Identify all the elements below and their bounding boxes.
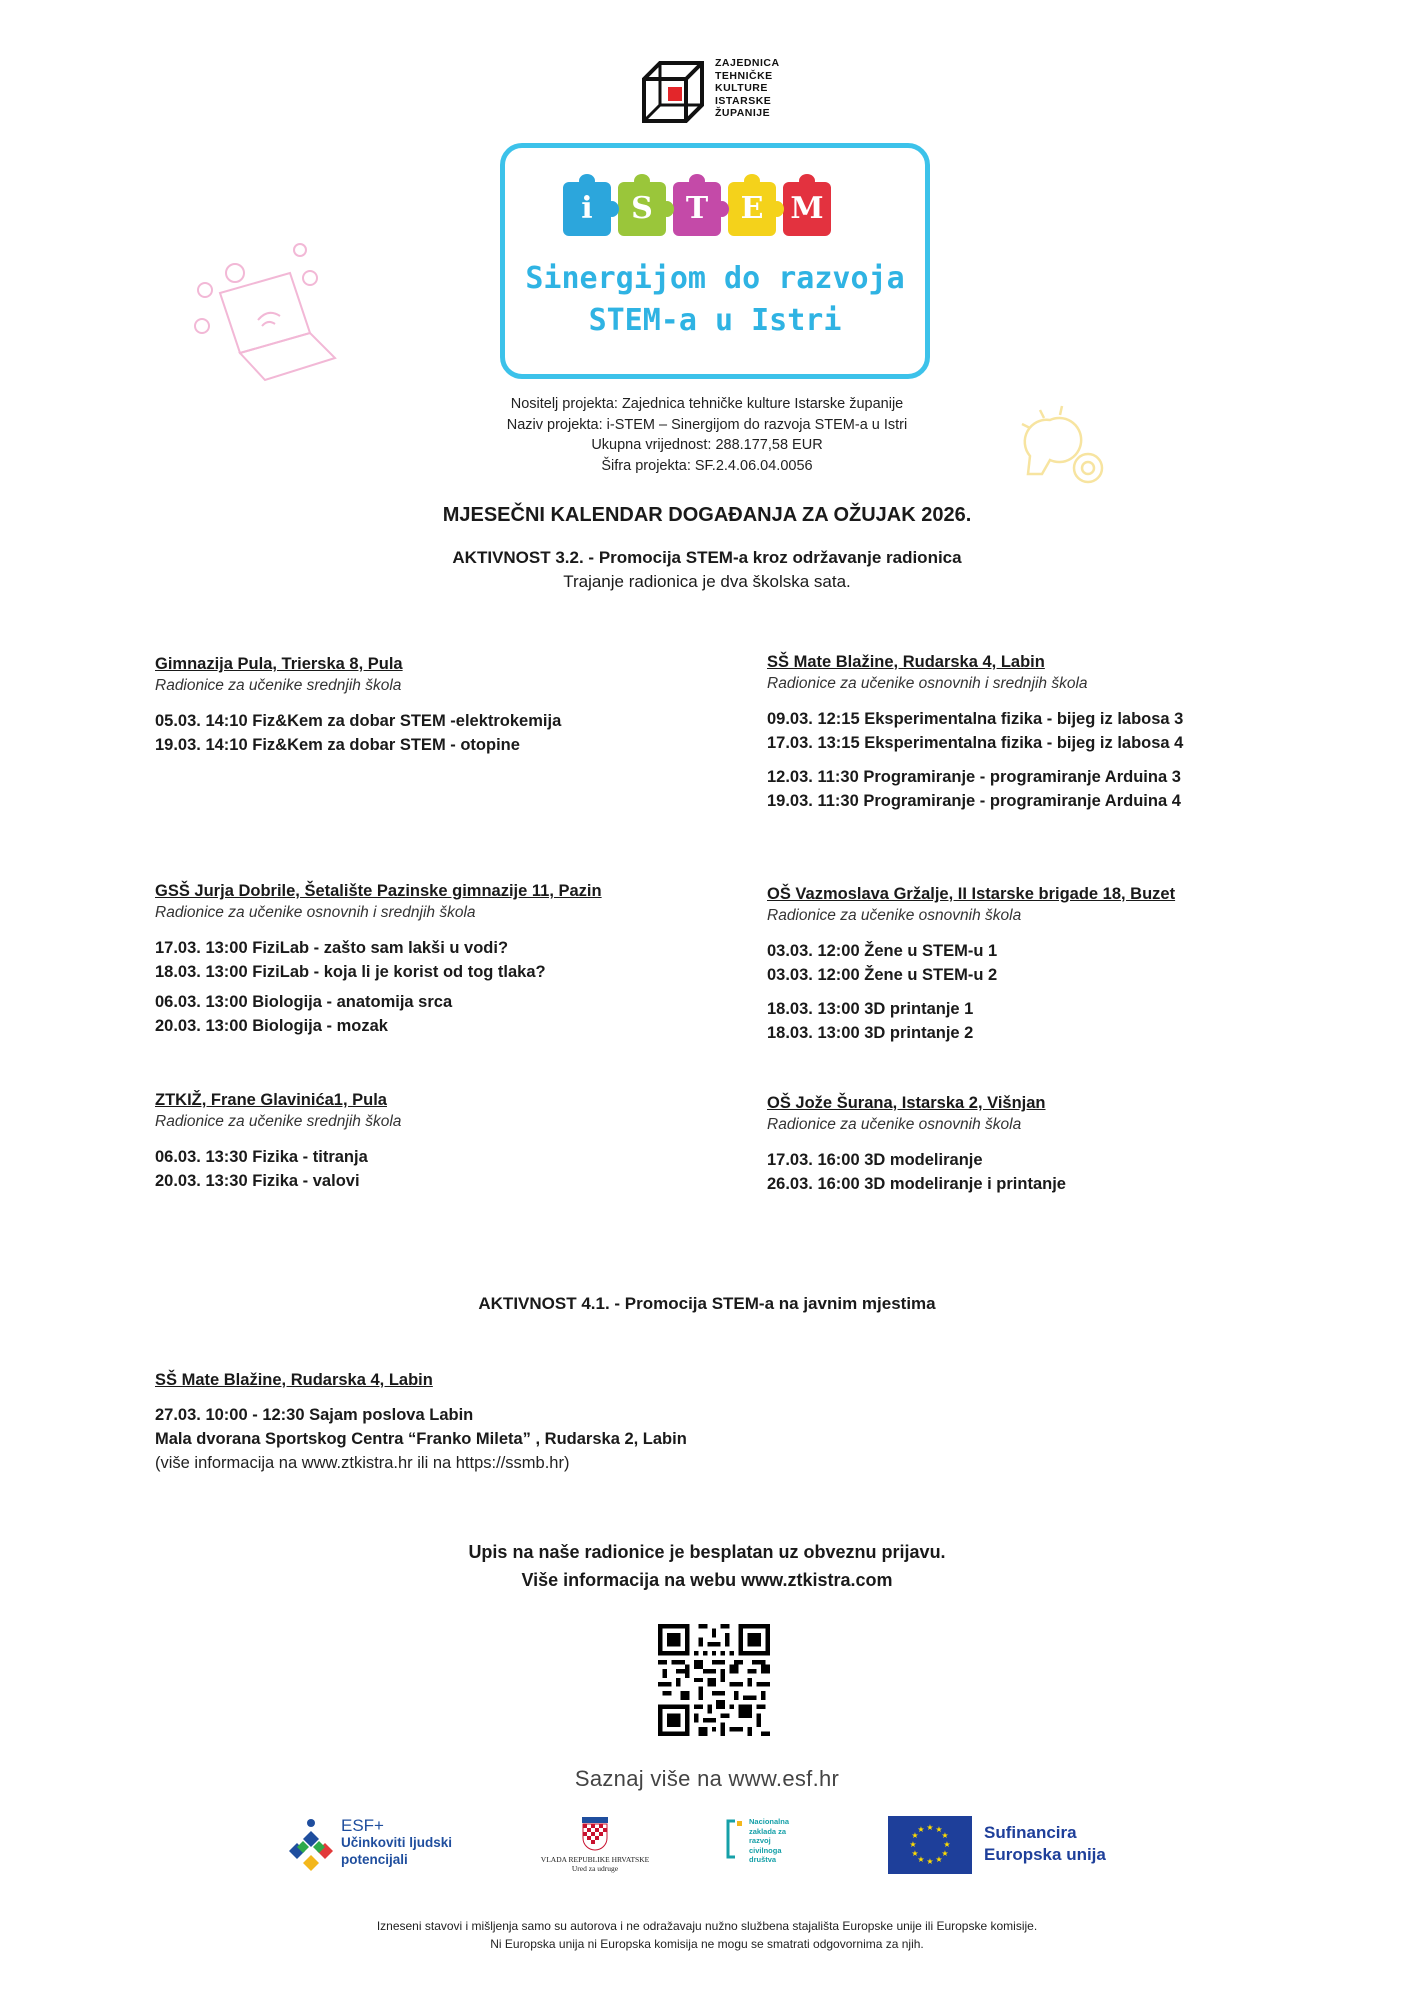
venue-ss-labin	[767, 651, 1183, 813]
event-item: 27.03. 10:00 - 12:30 Sajam poslova Labin	[155, 1406, 474, 1424]
event-item: 17.03. 13:00 FiziLab - zašto sam lakši u vodi?	[155, 939, 509, 957]
project-holder: Nositelj projekta: Zajednica tehničke kulture Istarske županije	[510, 396, 904, 412]
event-item: 20.03. 13:00 Biologija - mozak	[155, 1017, 388, 1035]
venue-os-visnjan	[767, 1092, 1066, 1196]
event-item: 18.03. 13:00 FiziLab - koja li je korist od tog tlaka?	[155, 963, 546, 981]
esf-text	[341, 1817, 452, 1868]
event-item: 20.03. 13:30 Fizika - valovi	[155, 1172, 360, 1190]
cube-icon	[640, 59, 706, 125]
puzzle-piece-m: M	[783, 182, 831, 236]
event-item: 03.03. 12:00 Žene u STEM-u 2	[767, 966, 998, 984]
svg-text:★: ★	[909, 1840, 917, 1849]
org-name-line: KULTURE	[715, 82, 768, 94]
venue-description: Radionice za učenike osnovnih i srednjih škola	[767, 675, 1088, 692]
svg-text:★: ★	[941, 1831, 949, 1840]
venue-gimnazija-pula	[155, 653, 561, 757]
venue-description: Radionice za učenike osnovnih i srednjih škola	[155, 904, 476, 921]
org-name-line: ŽUPANIJE	[715, 107, 771, 119]
slogan-line-1: Sinergijom do razvoja	[525, 261, 905, 296]
croatian-coat-of-arms-icon	[582, 1817, 608, 1851]
event-item: 06.03. 13:00 Biologija - anatomija srca	[155, 993, 453, 1011]
org-name-line: ISTARSKE	[715, 94, 772, 107]
event-item: 12.03. 11:30 Programiranje - programiranje Arduina 3	[767, 768, 1181, 786]
venue-os-buzet	[767, 883, 1175, 1045]
venue-name: ZTKIŽ, Frane Glavinića1, Pula	[155, 1091, 387, 1109]
svg-text:★: ★	[941, 1849, 949, 1858]
qr-code[interactable]	[658, 1624, 770, 1736]
eu-line-1: Sufinancira	[984, 1823, 1077, 1842]
project-info	[407, 394, 1007, 476]
svg-text:★: ★	[917, 1825, 925, 1834]
signup-line-1: Upis na naše radionice je besplatan uz obveznu prijavu.	[468, 1542, 946, 1562]
svg-text:★: ★	[911, 1849, 919, 1858]
svg-text:★: ★	[911, 1831, 919, 1840]
project-code: Šifra projekta: SF.2.4.06.04.0056	[601, 457, 813, 474]
svg-text:★: ★	[926, 1823, 934, 1832]
esf-line-1: Učinkoviti ljudski	[341, 1835, 453, 1850]
event-item: 18.03. 13:00 3D printanje 1	[767, 1000, 974, 1018]
bracket-icon	[725, 1819, 747, 1859]
lightbulb-gear-icon	[1010, 400, 1120, 510]
laptop-doodle-icon	[180, 238, 340, 388]
esf-flower-icon	[283, 1817, 339, 1873]
eu-flag-icon	[888, 1816, 972, 1874]
puzzle-piece-i: i	[563, 182, 611, 236]
signup-line-2: Više informacija na webu www.ztkistra.com	[521, 1570, 893, 1590]
vlada-text	[535, 1855, 655, 1873]
signup-note	[307, 1538, 1107, 1594]
venue-name: GSŠ Jurja Dobrile, Šetalište Pazinske gimnazije 11, Pazin	[155, 882, 602, 900]
zaklada-line: civilnoga	[749, 1845, 782, 1855]
puzzle-piece-s: S	[618, 182, 666, 236]
venue-gss-pazin	[155, 880, 602, 1038]
zaklada-line: zaklada za	[749, 1826, 787, 1836]
esf-plus-logo	[283, 1815, 483, 1875]
project-name: Naziv projekta: i-STEM – Sinergijom do razvoja STEM-a u Istri	[506, 416, 908, 433]
venue-name: OŠ Vazmoslava Gržalje, II Istarske brigade 18, Buzet	[767, 885, 1176, 903]
event-item: 18.03. 13:00 3D printanje 2	[767, 1024, 974, 1042]
slogan-line-2: STEM-a u Istri	[588, 303, 842, 338]
venue-ss-labin-activity-41	[155, 1369, 687, 1475]
event-item: 17.03. 13:15 Eksperimentalna fizika - bijeg iz labosa 4	[767, 734, 1184, 752]
zaklada-line: razvoj	[749, 1836, 771, 1845]
esf-line-2: potencijali	[341, 1852, 408, 1867]
svg-text:★: ★	[935, 1825, 943, 1834]
activity-41-title: AKTIVNOST 4.1. - Promocija STEM-a na javnim mjestima	[478, 1294, 936, 1313]
nzrcd-logo	[725, 1815, 835, 1877]
event-item: 06.03. 13:30 Fizika - titranja	[155, 1148, 368, 1166]
activity-32-subtitle: Trajanje radionica je dva školska sata.	[563, 572, 851, 591]
esf-plus-label: ESF+	[341, 1816, 384, 1835]
event-item: 19.03. 14:10 Fiz&Kem za dobar STEM - otopine	[155, 736, 520, 754]
venue-name: Gimnazija Pula, Trierska 8, Pula	[155, 655, 403, 673]
disclaimer-line-2: Ni Europska unija ni Europska komisija ne mogu se smatrati odgovornima za njih.	[490, 1937, 924, 1951]
event-location: Mala dvorana Sportskog Centra “Franko Mileta” , Rudarska 2, Labin	[155, 1430, 687, 1448]
svg-text:★: ★	[917, 1855, 925, 1864]
eu-text	[984, 1822, 1106, 1866]
puzzle-piece-t: T	[673, 182, 721, 236]
zaklada-line: Nacionalna	[749, 1817, 790, 1826]
svg-text:★: ★	[943, 1840, 951, 1849]
event-item: 19.03. 11:30 Programiranje - programiranje Arduina 4	[767, 792, 1181, 810]
zaklada-line: društva	[749, 1855, 777, 1864]
activity-32-title: AKTIVNOST 3.2. - Promocija STEM-a kroz održavanje radionica	[452, 548, 962, 567]
org-name-line: TEHNIČKE	[715, 69, 773, 82]
svg-text:★: ★	[926, 1857, 934, 1866]
disclaimer	[207, 1917, 1207, 1953]
venue-description: Radionice za učenike srednjih škola	[155, 1113, 402, 1130]
event-item: 03.03. 12:00 Žene u STEM-u 1	[767, 942, 998, 960]
venue-name: OŠ Jože Šurana, Istarska 2, Višnjan	[767, 1094, 1046, 1112]
page-title: MJESEČNI KALENDAR DOGAĐANJA ZA OŽUJAK 2026.	[442, 504, 972, 526]
org-name	[715, 57, 780, 120]
puzzle-piece-e: E	[728, 182, 776, 236]
venue-description: Radionice za učenike osnovnih škola	[767, 907, 1022, 924]
disclaimer-line-1: Izneseni stavovi i mišljenja samo su autorova i ne odražavaju nužno službena stajališta Europske unije ili Europske komisije.	[376, 1919, 1038, 1933]
vlada-rh-logo	[535, 1815, 655, 1875]
event-item: 17.03. 16:00 3D modeliranje	[767, 1151, 983, 1169]
event-item: 26.03. 16:00 3D modeliranje i printanje	[767, 1175, 1066, 1193]
istem-logo	[500, 143, 930, 379]
org-name-line: ZAJEDNICA	[715, 57, 780, 69]
svg-text:★: ★	[935, 1855, 943, 1864]
event-item: 05.03. 14:10 Fiz&Kem za dobar STEM -elektrokemija	[155, 712, 562, 730]
esf-link[interactable]: Saznaj više na www.esf.hr	[574, 1766, 840, 1791]
project-value: Ukupna vrijednost: 288.177,58 EUR	[591, 437, 823, 453]
vlada-line-1: VLADA REPUBLIKE HRVATSKE	[540, 1855, 650, 1864]
venue-ztkiz-pula	[155, 1089, 401, 1193]
eu-line-2: Europska unija	[984, 1845, 1106, 1864]
venue-description: Radionice za učenike srednjih škola	[155, 677, 402, 694]
venue-name: SŠ Mate Blažine, Rudarska 4, Labin	[767, 653, 1045, 671]
event-item: 09.03. 12:15 Eksperimentalna fizika - bijeg iz labosa 3	[767, 710, 1184, 728]
venue-description: Radionice za učenike osnovnih škola	[767, 1116, 1022, 1133]
vlada-line-2: Ured za udruge	[571, 1864, 619, 1873]
venue-name: SŠ Mate Blažine, Rudarska 4, Labin	[155, 1371, 433, 1389]
eu-cofunded-logo	[888, 1816, 1128, 1874]
ztkiz-logo	[640, 55, 800, 125]
zaklada-text	[749, 1817, 789, 1865]
event-info-links: (više informacija na www.ztkistra.hr ili na https://ssmb.hr)	[155, 1454, 570, 1472]
